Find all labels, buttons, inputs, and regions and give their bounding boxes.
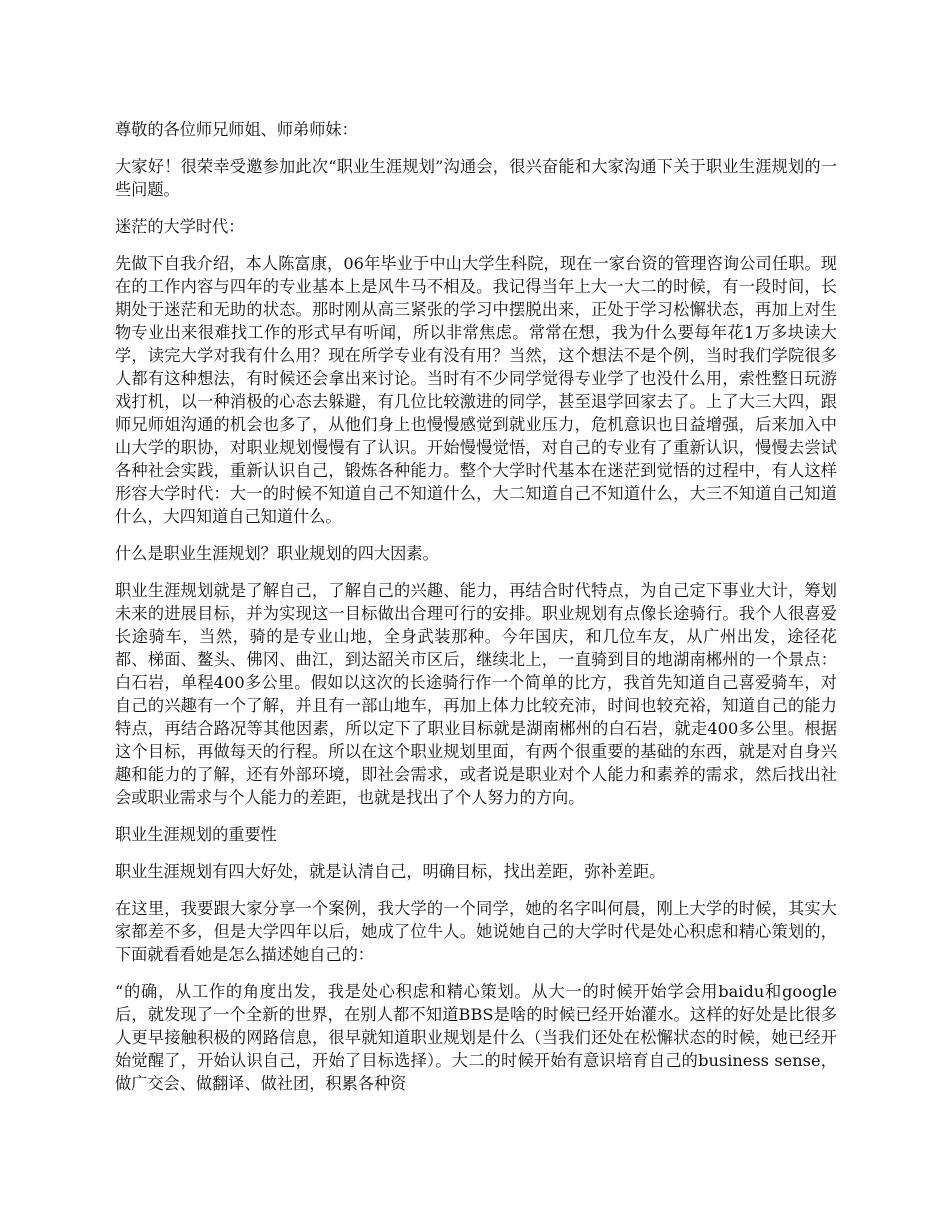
- four-benefits-paragraph: 职业生涯规划有四大好处，就是认清自己，明确目标，找出差距，弥补差距。: [115, 862, 666, 881]
- salutation: 尊敬的各位师兄师姐、师弟师妹：: [115, 120, 358, 139]
- section-heading-confused-university: 迷茫的大学时代：: [115, 217, 245, 236]
- career-planning-definition-paragraph: 职业生涯规划就是了解自己，了解自己的兴趣、能力，再结合时代特点，为自己定下事业大计，筹划未来的进展目标，并为实现这一目标做出合理可行的安排。职业规划有点像长途骑行。我个人很喜爱长途骑车，当然，骑的是专业山地，全身武装那种。今年国庆，和几位车友，从广州出发，途径花都、梯面、鳌头、佛冈、曲江，到达韶关市区后，继续北上，一直骑到目的地湖南郴州的一个景点：白石岩，单程400多公里。假如以这次的长途骑行作一个简单的比方，我首先知道自己喜爱骑车，对自己的兴趣有一个了解，并且有一部山地车，再加上体力比较充沛，时间也较充裕，知道自己的能力特点，再结合路况等其他因素，所以定下了职业目标就是湖南郴州的白石岩，就走400多公里。根据这个目标，再做每天的行程。所以在这个职业规划里面，有两个很重要的基础的东西，就是对自身兴趣和能力的了解，还有外部环境，即社会需求，或者说是职业对个人能力和素养的需求，然后找出社会或职业需求与个人能力的差距，也就是找出了个人努力的方向。: [115, 581, 837, 807]
- section-heading-importance: 职业生涯规划的重要性: [115, 825, 277, 844]
- case-quote-paragraph: “的确，从工作的角度出发，我是处心积虑和精心策划。从大一的时候开始学会用baidu和google后，就发现了一个全新的世界，在别人都不知道BBS是啥的时候已经开始灌水。这样的好处是比很多人更早接触积极的网路信息，很早就知道职业规划是什么（当我们还处在松懈状态的时候，她已经开始觉醒了，开始认识自己，开始了目标选择）。大二的时候开始有意识培育自己的business sense，做广交会、做翻译、做社团，积累各种资: [115, 982, 837, 1093]
- greeting-paragraph: 大家好！很荣幸受邀参加此次“职业生涯规划”沟通会，很兴奋能和大家沟通下关于职业生涯规划的一些问题。: [115, 157, 837, 199]
- self-introduction-paragraph: 先做下自我介绍，本人陈富康，06年毕业于中山大学生科院，现在一家台资的管理咨询公司任职。现在的工作内容与四年的专业基本上是风牛马不相及。我记得当年上大一大二的时候，有一段时间，长期处于迷茫和无助的状态。那时刚从高三紧张的学习中摆脱出来，正处于学习松懈状态，再加上对生物专业出来很难找工作的形式早有听闻，所以非常焦虑。常常在想，我为什么要每年花1万多块读大学，读完大学对我有什么用？现在所学专业有没有用？当然，这个想法不是个例，当时我们学院很多人都有这种想法，有时候还会拿出来讨论。当时有不少同学觉得专业学了也没什么用，索性整日玩游戏打机，以一种消极的心态去躲避，有几位比较激进的同学，甚至退学回家去了。上了大三大四，跟师兄师姐沟通的机会也多了，从他们身上也慢慢感觉到就业压力，危机意识也日益增强，后来加入中山大学的职协，对职业规划慢慢有了认识。开始慢慢觉悟，对自己的专业有了重新认识，慢慢去尝试各种社会实践，重新认识自己，锻炼各种能力。整个大学时代基本在迷茫到觉悟的过程中，有人这样形容大学时代：大一的时候不知道自己不知道什么，大二知道自己不知道什么，大三不知道自己知道什么，大四知道自己知道什么。: [115, 254, 837, 526]
- section-heading-what-is-career-planning: 什么是职业生涯规划？职业规划的四大因素。: [115, 544, 439, 563]
- case-intro-paragraph: 在这里，我要跟大家分享一个案例，我大学的一个同学，她的名字叫何晨，刚上大学的时候，其实大家都差不多，但是大学四年以后，她成了位牛人。她说她自己的大学时代是处心积虑和精心策划的，下面就看看她是怎么描述她自己的：: [115, 899, 837, 964]
- document-page: [115, 118, 837, 1109]
